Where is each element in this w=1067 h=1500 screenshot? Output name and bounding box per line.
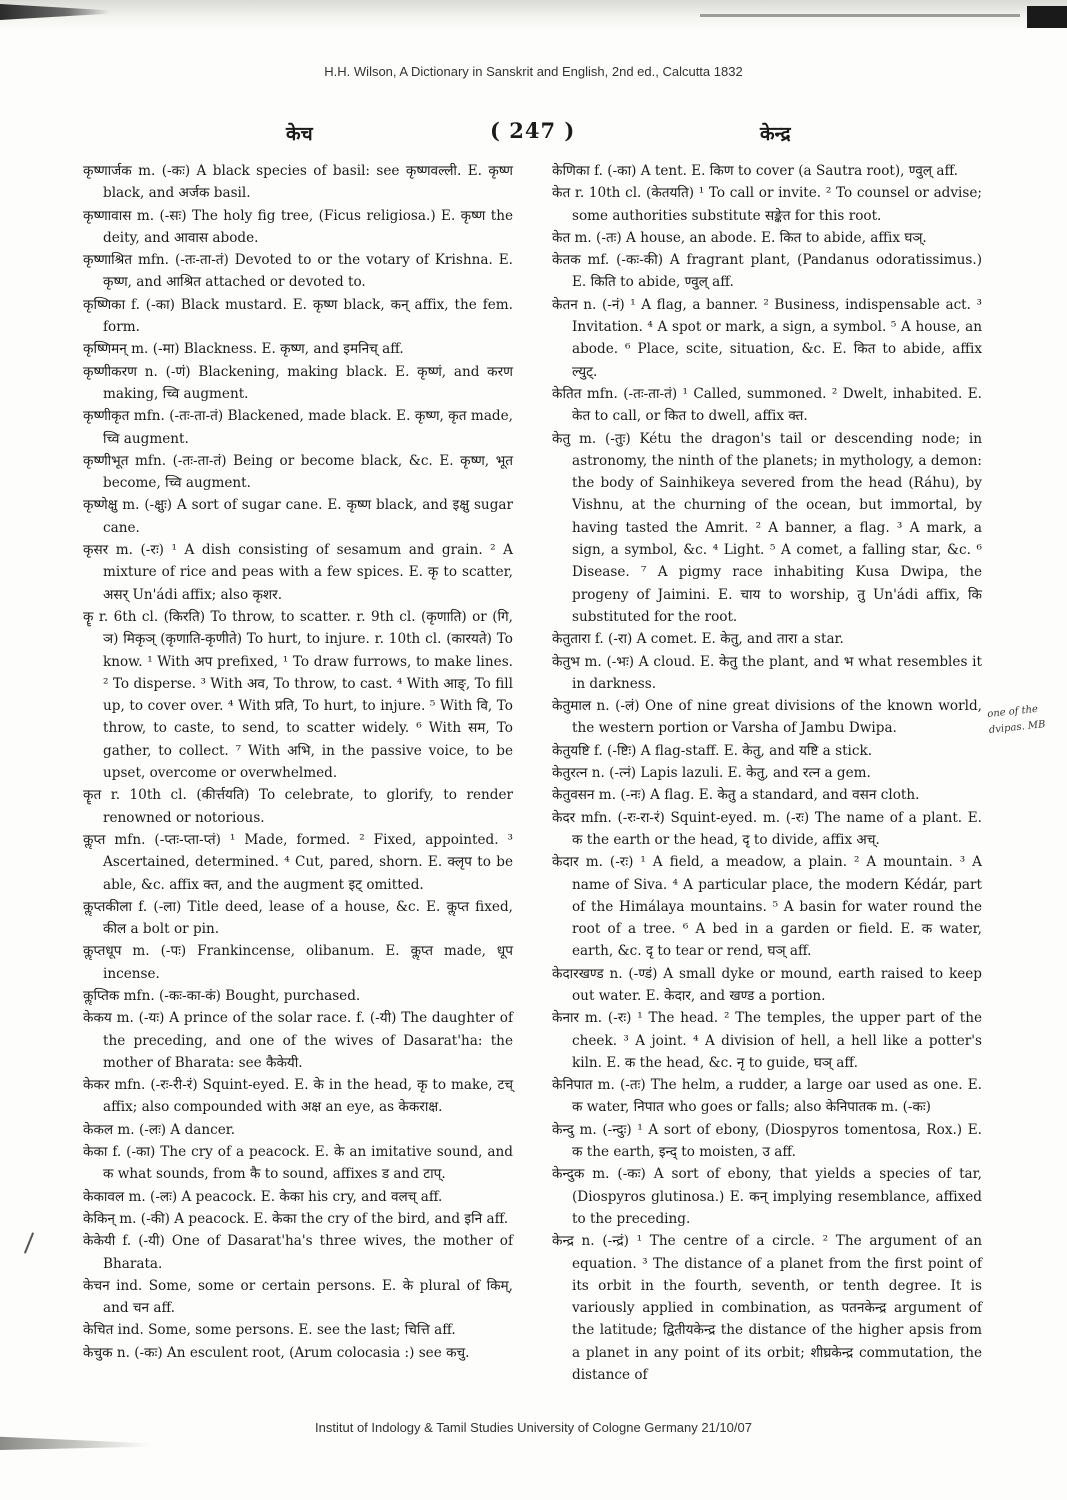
dictionary-entry: केकिन् m. (-की) A peacock. E. केका the cry of the bird, and इनि aff.	[83, 1210, 509, 1227]
dictionary-entry: केतुवसन m. (-नः) A flag. E. केतु a standard, and वसन cloth.	[552, 787, 920, 804]
dictionary-entry: केदार m. (-रः) ¹ A field, a meadow, a plain. ² A mountain. ³ A name of Siva. ⁴ A particular place, the modern Kédár, part of the Himálaya mountains. ⁵ A basin for water round the root of a tree. ⁶ A bed in a garden or field. E. क water, earth, &c. दृ to tear or rend, घञ् aff.	[552, 854, 982, 960]
left-column	[83, 160, 513, 1364]
dictionary-entry: कृष्णिका f. (-का) Black mustard. E. कृष्ण black, कन् affix, the fem. form.	[83, 296, 513, 336]
dictionary-entry: केदर mfn. (-रः-रा-रं) Squint-eyed. m. (-रः) The name of a plant. E. क the earth or the head, दृ to divide, affix अच्.	[552, 809, 982, 848]
dictionary-entry: केतन n. (-नं) ¹ A flag, a banner. ² Business, indispensable act. ³ Invitation. ⁴ A spot or mark, a sign, a symbol. ⁵ A house, an abode. ⁶ Place, scite, situation, &c. E. कित to abide, affix ल्युट्.	[552, 296, 982, 380]
dictionary-entry: केतक mf. (-कः-की) A fragrant plant, (Pandanus odoratissimus.) E. किति to abide, ण्वुल् aff.	[552, 252, 982, 291]
dictionary-entry: केचन ind. Some, some or certain persons. E. के plural of किम्, and चन aff.	[83, 1277, 513, 1317]
dictionary-entry: केतुतारा f. (-रा) A comet. E. केतु, and तारा a star.	[552, 631, 844, 648]
dictionary-entry: केनिपात m. (-तः) The helm, a rudder, a large oar used as one. E. क water, निपात who goes or falls; also केनिपातक m. (-कः)	[552, 1077, 982, 1116]
dictionary-entry: केणिका f. (-का) A tent. E. किण to cover (a Sautra root), ण्वुल् aff.	[552, 163, 958, 179]
dictionary-entry: कॄ r. 6th cl. (किरति) To throw, to scatter. r. 9th cl. (कृणाति) or (गि, ञ) मिकृञ् (कृणाति-कृणीते) To hurt, to injure. r. 10th cl. (कारयते) To know. ¹ With अप prefixed, ¹ To draw furrows, to make lines. ² To disperse. ³ With अव, To throw, to cast. ⁴ With आङ्, To fill up, to cover over. ⁴ With प्रति, To hurt, to injure. ⁵ With वि, To throw, to caste, to send, to scatter widely. ⁶ With सम, To gather, to collect. ⁷ With अभि, in the passive voice, to be upset, overcome or overwhelmed.	[83, 608, 513, 782]
dictionary-entry: केन्दु m. (-न्दुः) ¹ A sort of ebony, (Diospyros tomentosa, Rox.) E. क the earth, इन्द् to moisten, उ aff.	[552, 1121, 982, 1161]
dictionary-entry: कॢप्तकीला f. (-ला) Title deed, lease of a house, &c. E. कॢप्त fixed, कील a bolt or pin.	[83, 898, 513, 938]
dictionary-entry: कृष्णिमन् m. (-मा) Blackness. E. कृष्ण, and इमनिच् aff.	[83, 341, 404, 358]
dictionary-entry: केकर mfn. (-रः-री-रं) Squint-eyed. E. के in the head, कृ to make, टच् affix; also compounded with अक्ष an eye, as केकराक्ष.	[83, 1077, 513, 1116]
dictionary-entry: कॢप्त mfn. (-प्तः-प्ता-प्तं) ¹ Made, formed. ² Fixed, appointed. ³ Ascertained, determined. ⁴ Cut, pared, shorn. E. क्लृप to be able, &c. affix क्त, and the augment इट् omitted.	[83, 831, 513, 893]
dictionary-entry: कृष्णावास m. (-सः) The holy fig tree, (Ficus religiosa.) E. कृष्ण the deity, and आवास abode.	[83, 207, 513, 246]
dictionary-entry: केत r. 10th cl. (केतयति) ¹ To call or invite. ² To counsel or advise; some authorities substitute सङ्केत for this root.	[552, 185, 982, 224]
digitization-credit: Institut of Indology & Tamil Studies University of Cologne Germany 21/10/07	[315, 1420, 752, 1435]
handwritten-margin-note: one of the dvipas. MB	[986, 703, 1046, 737]
dictionary-entry: केन्द्र n. (-न्द्रं) ¹ The centre of a circle. ² The argument of an equation. ³ The distance of a planet from the first point of its orbit in the fourth, seventh, or tenth degree. It is variously applied in combination, as पतनकेन्द्र argument of the latitude; द्वितीयकेन्द्र the distance of the higher apsis from a planet in any point of its orbit; शीघ्रकेन्द्र commutation, the distance of	[552, 1233, 982, 1384]
running-head-right: केन्द्र	[760, 123, 791, 145]
dictionary-entry: कृष्णाश्रित mfn. (-तः-ता-तं) Devoted to or the votary of Krishna. E. कृष्ण, and आश्रित attached or devoted to.	[83, 252, 513, 291]
dictionary-entry: कृष्णेक्षु m. (-क्षुः) A sort of sugar cane. E. कृष्ण black, and इक्षु sugar cane.	[83, 497, 513, 536]
dictionary-entry: केतित mfn. (-तः-ता-तं) ¹ Called, summoned. ² Dwelt, inhabited. E. केत to call, or कित to dwell, affix क्त.	[552, 385, 982, 425]
scan-artifact-line	[700, 14, 1020, 17]
dictionary-entry: केतुरत्न n. (-त्नं) Lapis lazuli. E. केतु, and रत्न a gem.	[552, 765, 871, 782]
dictionary-entry: कॢप्तिक mfn. (-कः-का-कं) Bought, purchased.	[83, 987, 361, 1004]
dictionary-entry: केतुयष्टि f. (-ष्टिः) A flag-staff. E. केतु, and यष्टि a stick.	[552, 742, 873, 759]
dictionary-entry: केकय m. (-यः) A prince of the solar race. f. (-यी) The daughter of the preceding, and one of the wives of Dasarat'ha: the mother of Bharata: see कैकेयी.	[83, 1010, 513, 1071]
margin-pencil-mark	[24, 1232, 34, 1253]
dictionary-entry: केकेयी f. (-यी) One of Dasarat'ha's three wives, the mother of Bharata.	[83, 1233, 513, 1272]
dictionary-entry: कृष्णीकृत mfn. (-तः-ता-तं) Blackened, made black. E. कृष्ण, कृत made, च्वि augment.	[83, 408, 513, 447]
dictionary-entry: केका f. (-का) The cry of a peacock. E. के an imitative sound, and क what sounds, from कै to sound, affixes ड and टाप्.	[83, 1144, 513, 1183]
dictionary-entry: कृसर m. (-रः) ¹ A dish consisting of sesamum and grain. ² A mixture of rice and peas with a few spices. E. कृ to scatter, असर् Un'ádi affix; also कृशर.	[83, 542, 513, 603]
dictionary-entry: केतुमाल n. (-लं) One of nine great divisions of the known world, the western portion or Varsha of Jambu Dwipa.	[552, 698, 982, 737]
dictionary-entry: केकल m. (-लः) A dancer.	[83, 1121, 236, 1138]
dictionary-entry: कृष्णीभूत mfn. (-तः-ता-तं) Being or become black, &c. E. कृष्ण, भूत become, च्वि augment.	[83, 452, 513, 492]
dictionary-entry: कॢप्तधूप m. (-पः) Frankincense, olibanum. E. कॢप्त made, धूप incense.	[83, 943, 513, 982]
right-column	[552, 160, 982, 1386]
dictionary-entry: केत m. (-तः) A house, an abode. E. कित to abide, affix घञ्.	[552, 229, 927, 246]
running-head-left: केच	[286, 123, 313, 145]
dictionary-entry: केचुक n. (-कः) An esculent root, (Arum colocasia :) see कचु.	[83, 1344, 470, 1361]
dictionary-entry: केकावल m. (-लः) A peacock. E. केका his cry, and वलच् aff.	[83, 1188, 443, 1205]
scan-artifact-right	[1027, 6, 1067, 28]
dictionary-entry: केतुभ m. (-भः) A cloud. E. केतु the plant, and भ what resembles it in darkness.	[552, 653, 982, 692]
dictionary-entry: कृष्णार्जक m. (-कः) A black species of basil: see कृष्णवल्ली. E. कृष्ण black, and अर्जक basil.	[83, 163, 513, 202]
source-citation: H.H. Wilson, A Dictionary in Sanskrit and English, 2nd ed., Calcutta 1832	[324, 64, 743, 79]
dictionary-entry: कृष्णीकरण n. (-णं) Blackening, making black. E. कृष्णं, and करण making, च्वि augment.	[83, 363, 513, 402]
dictionary-entry: केन्दुक m. (-कः) A sort of ebony, that yields a species of tar, (Diospyros glutinosa.) E. कन् implying resemblance, affixed to the preceding.	[552, 1166, 982, 1227]
dictionary-entry: केचित ind. Some, some persons. E. see the last; चित्ति aff.	[83, 1322, 456, 1339]
page-number: ( 247 )	[490, 118, 576, 143]
dictionary-entry: केदारखण्ड n. (-ण्डं) A small dyke or mound, earth raised to keep out water. E. केदार, and खण्ड a portion.	[552, 965, 982, 1004]
dictionary-entry: केतु m. (-तुः) Kétu the dragon's tail or descending node; in astronomy, the ninth of the planets; in mythology, a demon: the body of Sainhikeya severed from the head (Ráhu), by Vishnu, at the churning of the ocean, but immortal, by having tasted the Amrit. ² A banner, a flag. ³ A mark, a sign, a symbol, &c. ⁴ Light. ⁵ A comet, a falling star, &c. ⁶ Disease. ⁷ A pigmy race inhabiting Kusa Dwipa, the progeny of Jaimini. E. चाय to worship, तु Un'ádi affix, कि substituted for the root.	[552, 430, 982, 625]
dictionary-entry: कॄत r. 10th cl. (कीर्त्तयति) To celebrate, to glorify, to render renowned or notorious.	[83, 787, 513, 826]
dictionary-entry: केनार m. (-रः) ¹ The head. ² The temples, the upper part of the cheek. ³ A joint. ⁴ A division of hell, a hell like a potter's kiln. E. क the head, &c. नृ to guide, घञ् aff.	[552, 1010, 982, 1071]
